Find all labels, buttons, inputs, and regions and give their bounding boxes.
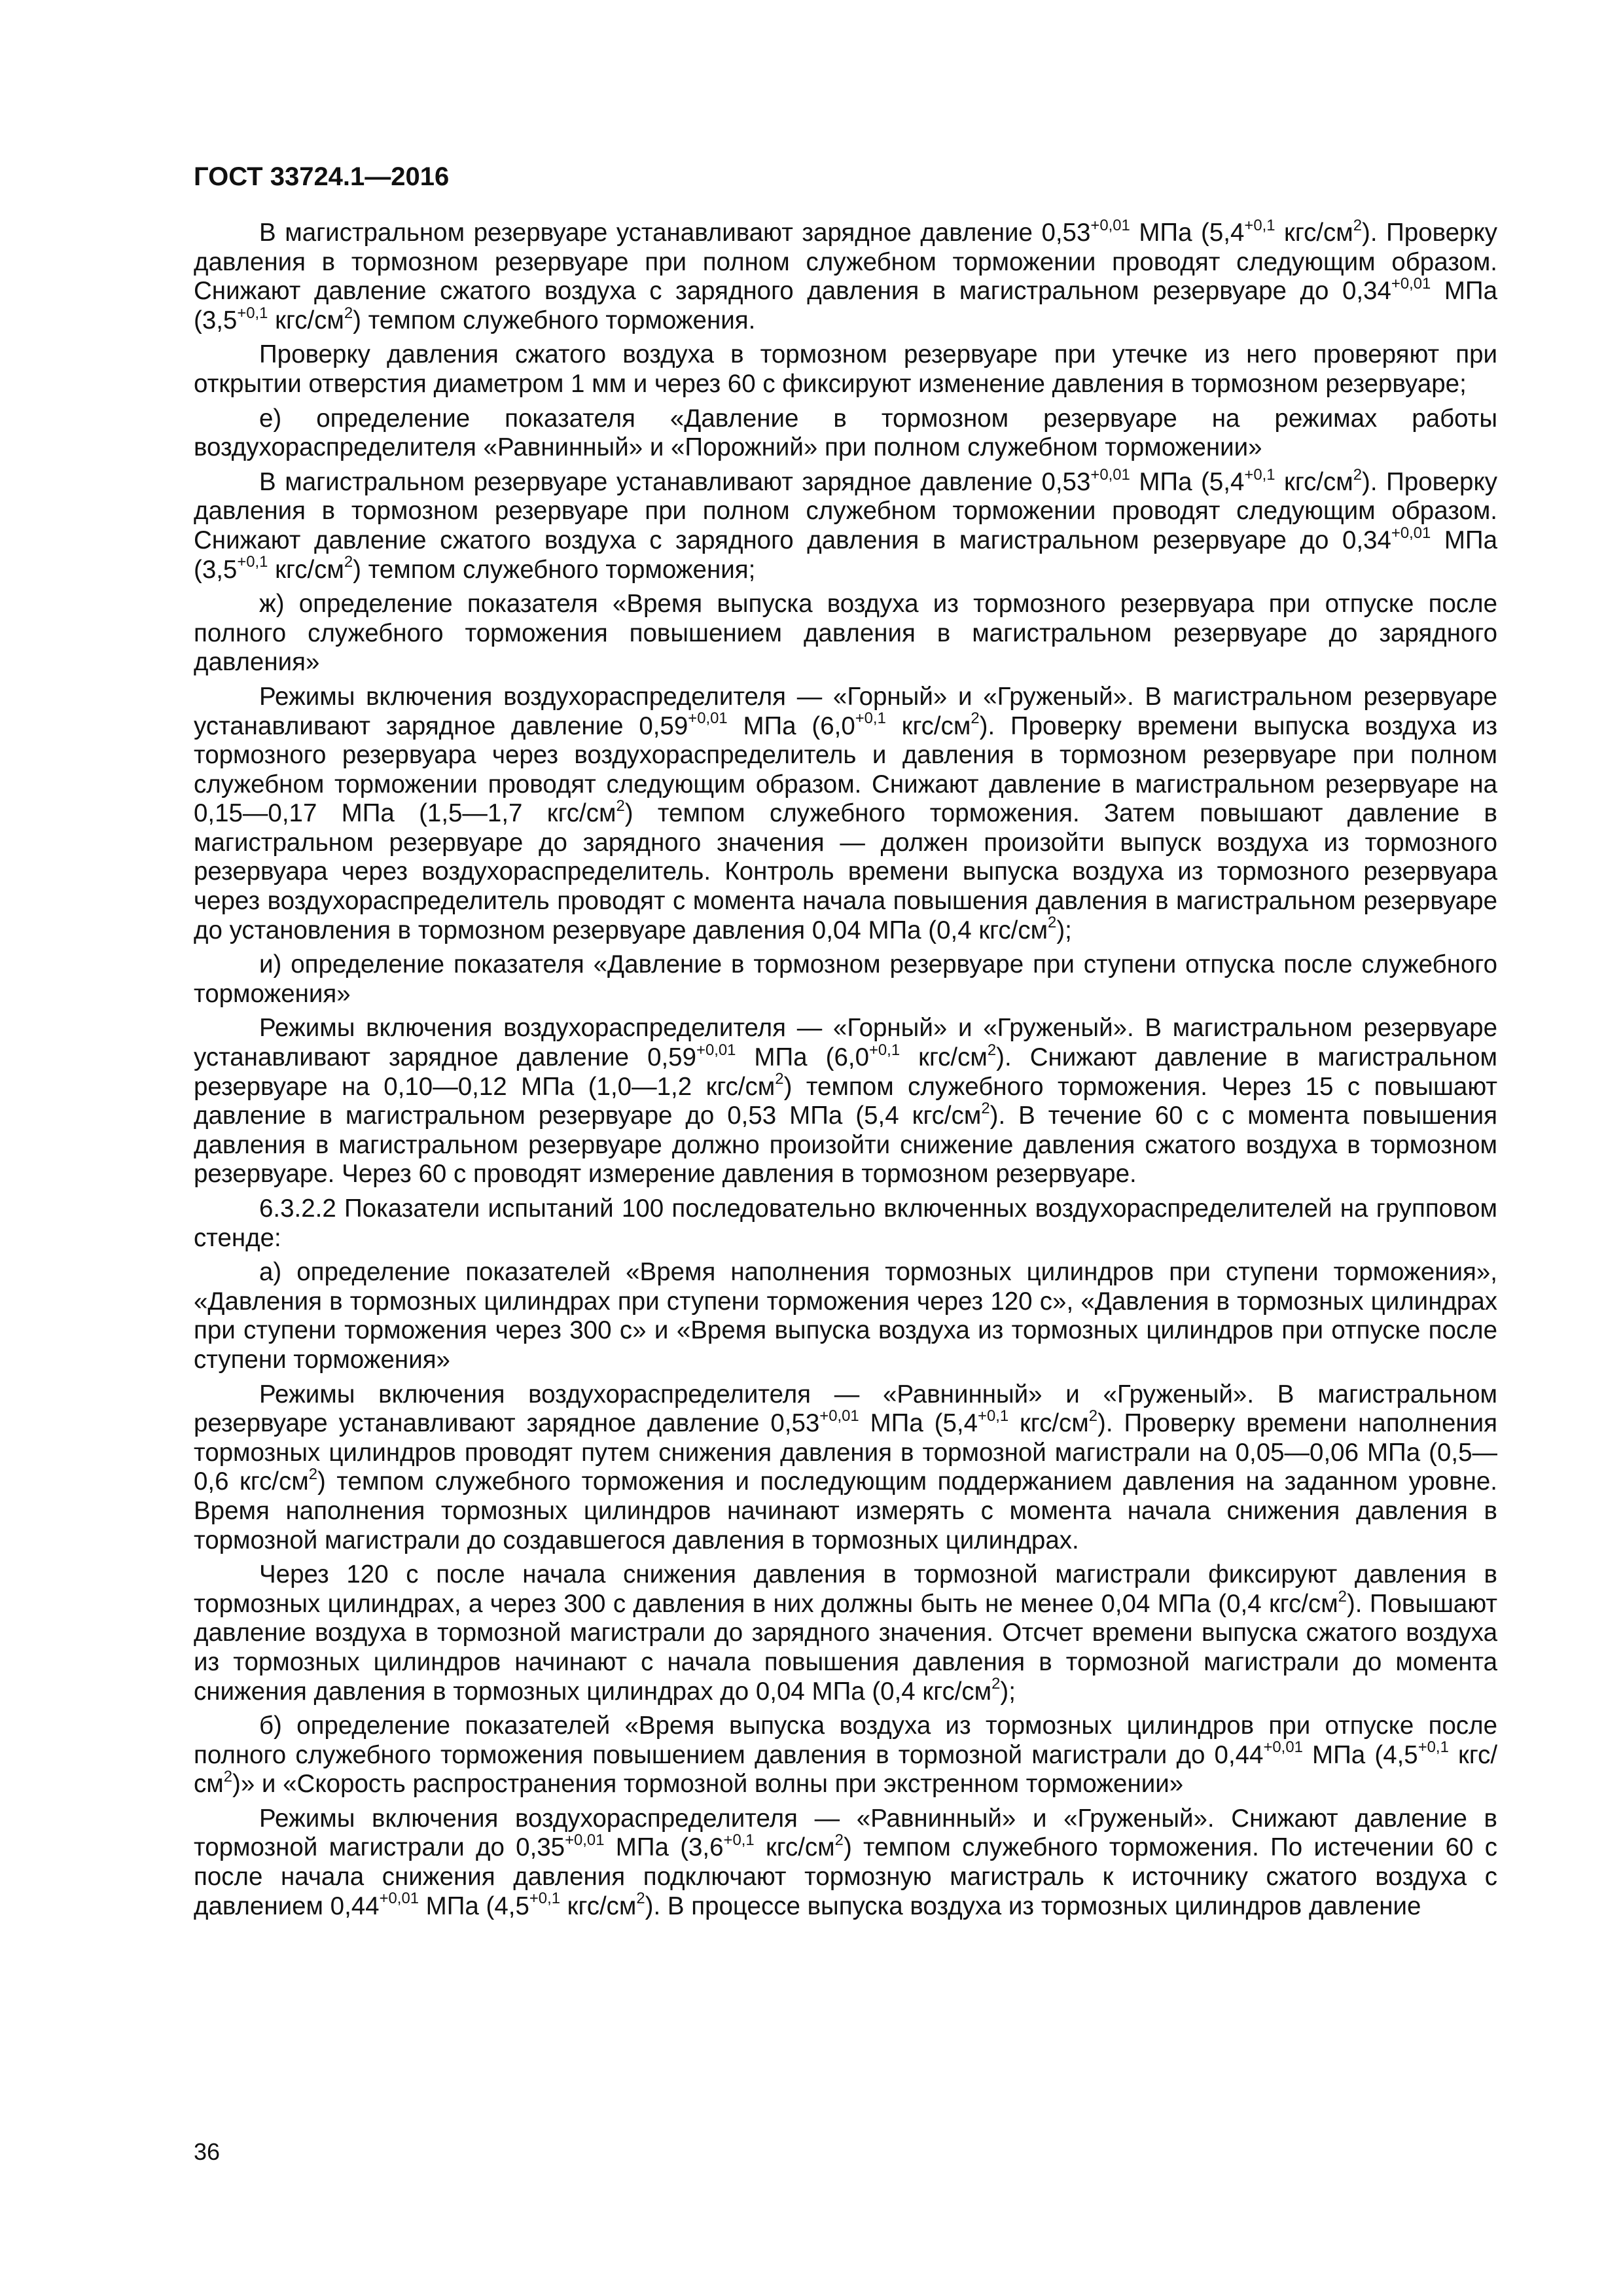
paragraph-7: и) определение показателя «Давление в тормозном резервуаре при ступени отпуска после служебного торможения» <box>194 950 1497 1008</box>
paragraph-5: ж) определение показателя «Время выпуска воздуха из тормозного резервуара при отпуске после полного служебного торможения повышением давления в магистральном резервуаре до зарядного давления» <box>194 590 1497 677</box>
paragraph-4: В магистральном резервуаре устанавливают зарядное давление $0,53^{+0,01}$ МПа ($5,4^{+0,1}$ кгс/$см^2$). Проверку давления в тормозном резервуаре при полном служебном торможении проводят следующим образом. Снижают давление сжатого воздуха с зарядного давления в магистральном резервуаре до $0,34^{+0,01}$ МПа ($3,5^{+0,1}$ кгс/$см^2$) темпом служебного торможения; <box>194 465 1498 584</box>
paragraph-2: Проверку давления сжатого воздуха в тормозном резервуаре при утечке из него проверяют при открытии отверстия диаметром 1 мм и через 60 с фиксируют изменение давления в тормозном резервуаре; <box>194 340 1497 398</box>
paragraph-3: е) определение показателя «Давление в тормозном резервуаре на режимах работы воздухораспределителя «Равнинный» и «Порожний» при полном служебном торможении» <box>194 404 1497 462</box>
paragraph-13: б) определение показателей «Время выпуска воздуха из тормозных цилиндров при отпуске после полного служебного торможения повышением давления в тормозной магистрали до $0,44^{+0,01}$ МПа ($4,5^{+0,1}$ кгс/$см^2$)» и «Скорость распространения тормозной волны при экстренном торможении» <box>194 1712 1498 1799</box>
page-number: 36 <box>194 2138 221 2165</box>
paragraph-8: Режимы включения воздухораспределителя — «Горный» и «Груженый». В магистральном резервуаре устанавливают зарядное давление $0,59^{+0,01}$ МПа ($6,0^{+0,1}$ кгс/$см^2$). Снижают давление в магистральном резервуаре на 0,10—0,12 МПа (1,0—1,2 кгс/$см^2$) темпом служебного торможения. Через 15 с повышают давление в магистральном резервуаре до 0,53 МПа (5,4 кгс/$см^2$). В течение 60 с с момента повышения давления в магистральном резервуаре должно произойти снижение давления сжатого воздуха в тормозном резервуаре. Через 60 с проводят измерение давления в тормозном резервуаре. <box>194 1014 1497 1189</box>
paragraph-9: 6.3.2.2 Показатели испытаний 100 последовательно включенных воздухораспределителей на групповом стенде: <box>194 1194 1497 1252</box>
standard-header: ГОСТ 33724.1—2016 <box>194 162 450 191</box>
paragraph-6: Режимы включения воздухораспределителя — «Горный» и «Груженый». В магистральном резервуаре устанавливают зарядное давление $0,59^{+0,01}$ МПа ($6,0^{+0,1}$ кгс/$см^2$). Проверку времени выпуска воздуха из тормозного резервуара через воздухораспределитель и давления в тормозном резервуаре при полном служебном торможении проводят следующим образом. Снижают давление в магистральном резервуаре на 0,15—0,17 МПа (1,5—1,7 кгс/$см^2$) темпом служебного торможения. Затем повышают давление в магистральном резервуаре до зарядного значения — должен произойти выпуск воздуха из тормозного резервуара через воздухораспределитель. Контроль времени выпуска воздуха из тормозного резервуара через воздухораспределитель проводят с момента начала повышения давления в магистральном резервуаре до установления в тормозном резервуаре давления 0,04 МПа (0,4 кгс/$см^2$); <box>194 682 1497 944</box>
paragraph-14: Режимы включения воздухораспределителя — «Равнинный» и «Груженый». Снижают давление в тормозной магистрали до $0,35^{+0,01}$ МПа ($3,6^{+0,1}$ кгс/$см^2$) темпом служебного торможения. По истечении 60 с после начала снижения давления подключают тормозную магистраль к источнику сжатого воздуха с давлением $0,44^{+0,01}$ МПа ($4,5^{+0,1}$ кгс/$см^2$). В процессе выпуска воздуха из тормозных цилиндров давление <box>194 1804 1497 1920</box>
paragraph-1: В магистральном резервуаре устанавливают зарядное давление $0,53^{+0,01}$ МПа ($5,4^{+0,1}$ кгс/$см^2$). Проверку давления в тормозном резервуаре при полном служебном торможении проводят следующим образом. Снижают давление сжатого воздуха с зарядного давления в магистральном резервуаре до $0,34^{+0,01}$ МПа ($3,5^{+0,1}$ кгс/$см^2$) темпом служебного торможения. <box>194 216 1498 334</box>
paragraph-12: Через 120 с после начала снижения давления в тормозной магистрали фиксируют давления в тормозных цилиндрах, а через 300 с давления в них должны быть не менее 0,04 МПа (0,4 кгс/$см^2$). Повышают давление воздуха в тормозной магистрали до зарядного значения. Отсчет времени выпуска сжатого воздуха из тормозных цилиндров начинают с начала повышения давления в тормозной магистрали до момента снижения давления в тормозных цилиндрах до 0,04 МПа (0,4 кгс/$см^2$); <box>194 1560 1497 1706</box>
paragraph-10: а) определение показателей «Время наполнения тормозных цилиндров при ступени торможения», «Давления в тормозных цилиндрах при ступени торможения через 120 с», «Давления в тормозных цилиндрах при ступени торможения через 300 с» и «Время выпуска воздуха из тормозных цилиндров при отпуске после ступени торможения» <box>194 1258 1497 1374</box>
paragraph-11: Режимы включения воздухораспределителя — «Равнинный» и «Груженый». В магистральном резервуаре устанавливают зарядное давление $0,53^{+0,01}$ МПа ($5,4^{+0,1}$ кгс/$см^2$). Проверку времени наполнения тормозных цилиндров проводят путем снижения давления в тормозной магистрали на 0,05—0,06 МПа (0,5—0,6 кгс/$см^2$) темпом служебного торможения и последующим поддержанием давления на заданном уровне. Время наполнения тормозных цилиндров начинают измерять с момента начала снижения давления в тормозной магистрали до создавшегося давления в тормозных цилиндрах. <box>194 1380 1497 1554</box>
body-text <box>194 216 1498 1926</box>
